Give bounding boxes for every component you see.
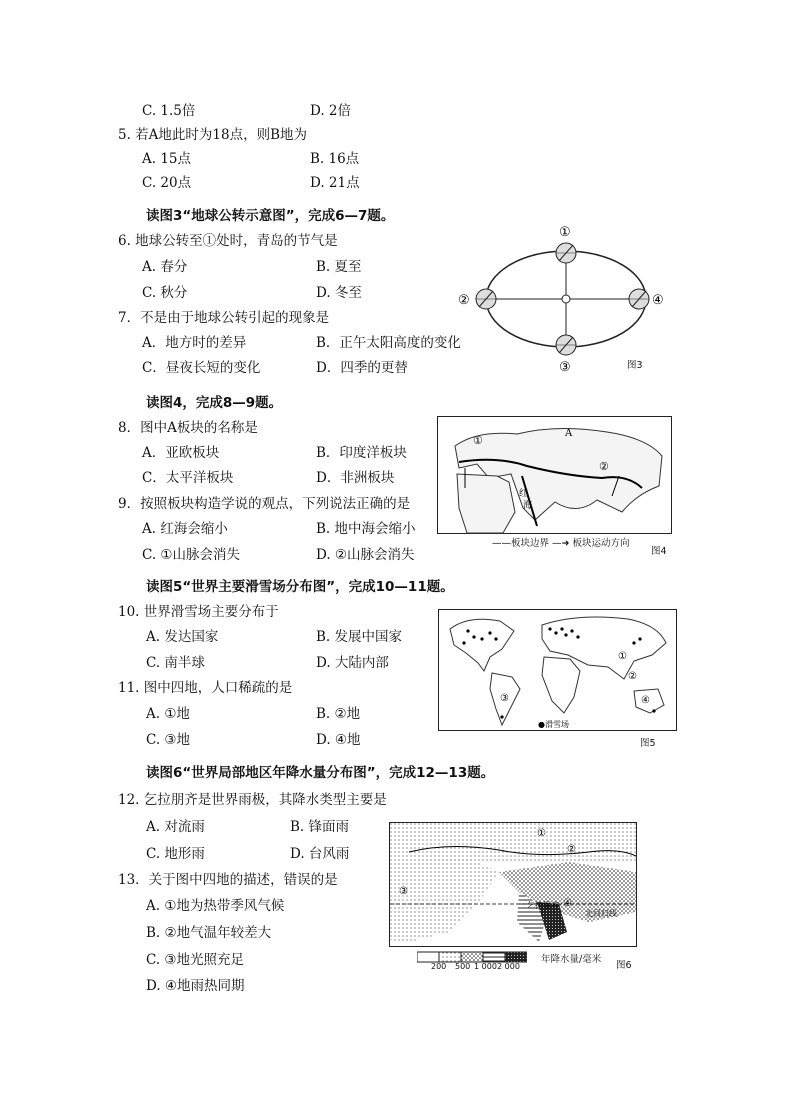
fig4-marker-2: ② <box>599 460 609 473</box>
section-6-intro: 读图6“世界局部地区年降水量分布图”，完成12—13题。 <box>146 765 495 781</box>
fig6-legend-v4: 2 000 <box>497 962 520 971</box>
fig3-marker-3: ③ <box>559 360 571 375</box>
section-5-intro: 读图5“世界主要滑雪场分布图”，完成10—11题。 <box>146 579 454 595</box>
fig5-legend: ●滑雪场 <box>538 720 569 729</box>
q6-option-a: A. 春分 <box>142 259 188 275</box>
earth-position-1-icon <box>556 243 576 263</box>
figure-4-legend: ——板块边界 —➜ 板块运动方向 <box>492 538 630 549</box>
section-4-intro: 读图4，完成8—9题。 <box>146 395 283 411</box>
q8-option-a: A．亚欧板块 <box>142 445 220 461</box>
q8-option-b: B．印度洋板块 <box>316 445 407 461</box>
fig6-tropic-label: 北回归线 <box>585 909 617 918</box>
q11-option-a: A. ①地 <box>146 706 190 722</box>
q9-stem: 9．按照板块构造学说的观点，下列说法正确的是 <box>118 496 411 512</box>
q13-option-c: C. ③地光照充足 <box>146 952 245 968</box>
fig5-marker-3: ③ <box>500 693 509 704</box>
fig6-legend-v3: 1 000 <box>474 962 497 971</box>
figure-3-earth-revolution <box>455 225 670 375</box>
q13-option-d: D. ④地雨热同期 <box>146 978 245 994</box>
fig6-legend-v2: 500 <box>455 962 471 971</box>
q8-option-c: C．太平洋板块 <box>142 470 234 486</box>
q7-option-c: C．昼夜长短的变化 <box>142 360 261 376</box>
earth-position-2-icon <box>476 289 496 309</box>
q13-stem: 13．关于图中四地的描述，错误的是 <box>118 872 338 888</box>
q8-stem: 8．图中A板块的名称是 <box>118 420 258 436</box>
fig3-marker-4: ④ <box>652 293 664 308</box>
fig4-africa-landmass <box>457 474 515 533</box>
q13-option-a: A. ①地为热带季风气候 <box>146 898 285 914</box>
figure-4-caption: 图4 <box>651 546 667 557</box>
section-3-intro: 读图3“地球公转示意图”，完成6—7题。 <box>146 208 395 224</box>
figure-3-caption: 图3 <box>627 360 643 371</box>
earth-position-3-icon <box>556 335 576 355</box>
fig5-frame <box>439 610 677 731</box>
q12-option-b: B. 锋面雨 <box>290 819 350 835</box>
q10-option-d: D. 大陆内部 <box>316 655 389 671</box>
sun-icon <box>562 295 570 303</box>
q11-stem: 11. 图中四地，人口稀疏的是 <box>118 680 293 696</box>
q8-option-d: D．非洲板块 <box>316 470 395 486</box>
fig6-marker-2: ② <box>567 844 576 855</box>
fig4-red-sea-label-1: 红 <box>519 489 529 499</box>
q9-option-b: B. 地中海会缩小 <box>316 521 416 537</box>
fig5-marker-1: ① <box>618 651 627 662</box>
fig4-label-a: A <box>565 428 573 439</box>
fig4-red-sea-label-2: 海 <box>523 501 533 511</box>
q7-option-b: B．正午太阳高度的变化 <box>316 335 461 351</box>
fig6-legend-v1: 200 <box>431 962 447 971</box>
q5-option-c: C. 20点 <box>142 175 192 191</box>
q4-option-c: C. 1.5倍 <box>142 103 196 119</box>
q5-option-b: B. 16点 <box>310 151 360 167</box>
fig6-region-north <box>390 823 636 863</box>
q9-option-c: C. ①山脉会消失 <box>142 547 241 563</box>
q10-option-c: C. 南半球 <box>146 655 205 671</box>
fig5-marker-2: ② <box>628 671 637 682</box>
earth-position-4-icon <box>629 289 649 309</box>
q12-stem: 12. 乞拉朋齐是世界雨极，其降水类型主要是 <box>118 792 387 808</box>
q7-option-d: D．四季的更替 <box>316 360 408 376</box>
fig6-marker-3: ③ <box>399 886 408 897</box>
q5-option-a: A. 15点 <box>142 151 192 167</box>
q5-stem: 5. 若A地此时为18点，则B地为 <box>118 127 308 143</box>
fig3-marker-1: ① <box>559 225 571 240</box>
q7-stem: 7．不是由于地球公转引起的现象是 <box>118 310 330 326</box>
fig4-marker-1: ① <box>473 434 483 447</box>
q11-option-b: B. ②地 <box>316 706 361 722</box>
fig5-marker-4: ④ <box>641 695 650 706</box>
figure-5-caption: 图5 <box>640 738 656 749</box>
q10-option-a: A. 发达国家 <box>146 629 219 645</box>
q11-option-c: C. ③地 <box>146 732 191 748</box>
fig6-marker-4: ④ <box>563 898 572 909</box>
q10-stem: 10. 世界滑雪场主要分布于 <box>118 604 279 620</box>
fig6-legend-title: 年降水量/毫米 <box>541 954 602 965</box>
q7-option-a: A．地方时的差异 <box>142 335 247 351</box>
q12-option-d: D. 台风雨 <box>290 846 350 862</box>
q5-option-d: D. 21点 <box>310 175 360 191</box>
q6-stem: 6. 地球公转至①处时，青岛的节气是 <box>118 233 338 249</box>
q9-option-d: D. ②山脉会消失 <box>316 547 415 563</box>
q6-option-d: D. 冬至 <box>316 285 362 301</box>
q12-option-c: C. 地形雨 <box>146 846 205 862</box>
fig3-marker-2: ② <box>458 293 470 308</box>
q10-option-b: B. 发展中国家 <box>316 629 403 645</box>
fig6-city-label: 乞拉朋齐 <box>527 901 559 910</box>
figure-5-ski-map <box>438 609 677 731</box>
q6-option-c: C. 秋分 <box>142 285 188 301</box>
q9-option-a: A. 红海会缩小 <box>142 521 228 537</box>
q12-option-a: A. 对流雨 <box>146 819 205 835</box>
figure-6-precipitation-map <box>389 822 637 947</box>
q4-option-d: D. 2倍 <box>310 103 352 119</box>
q6-option-b: B. 夏至 <box>316 259 362 275</box>
figure-4-plate-map <box>437 416 672 534</box>
q11-option-d: D. ④地 <box>316 732 361 748</box>
q13-option-b: B. ②地气温年较差大 <box>146 925 272 941</box>
fig6-marker-1: ① <box>537 828 546 839</box>
figure-6-caption: 图6 <box>616 960 632 971</box>
